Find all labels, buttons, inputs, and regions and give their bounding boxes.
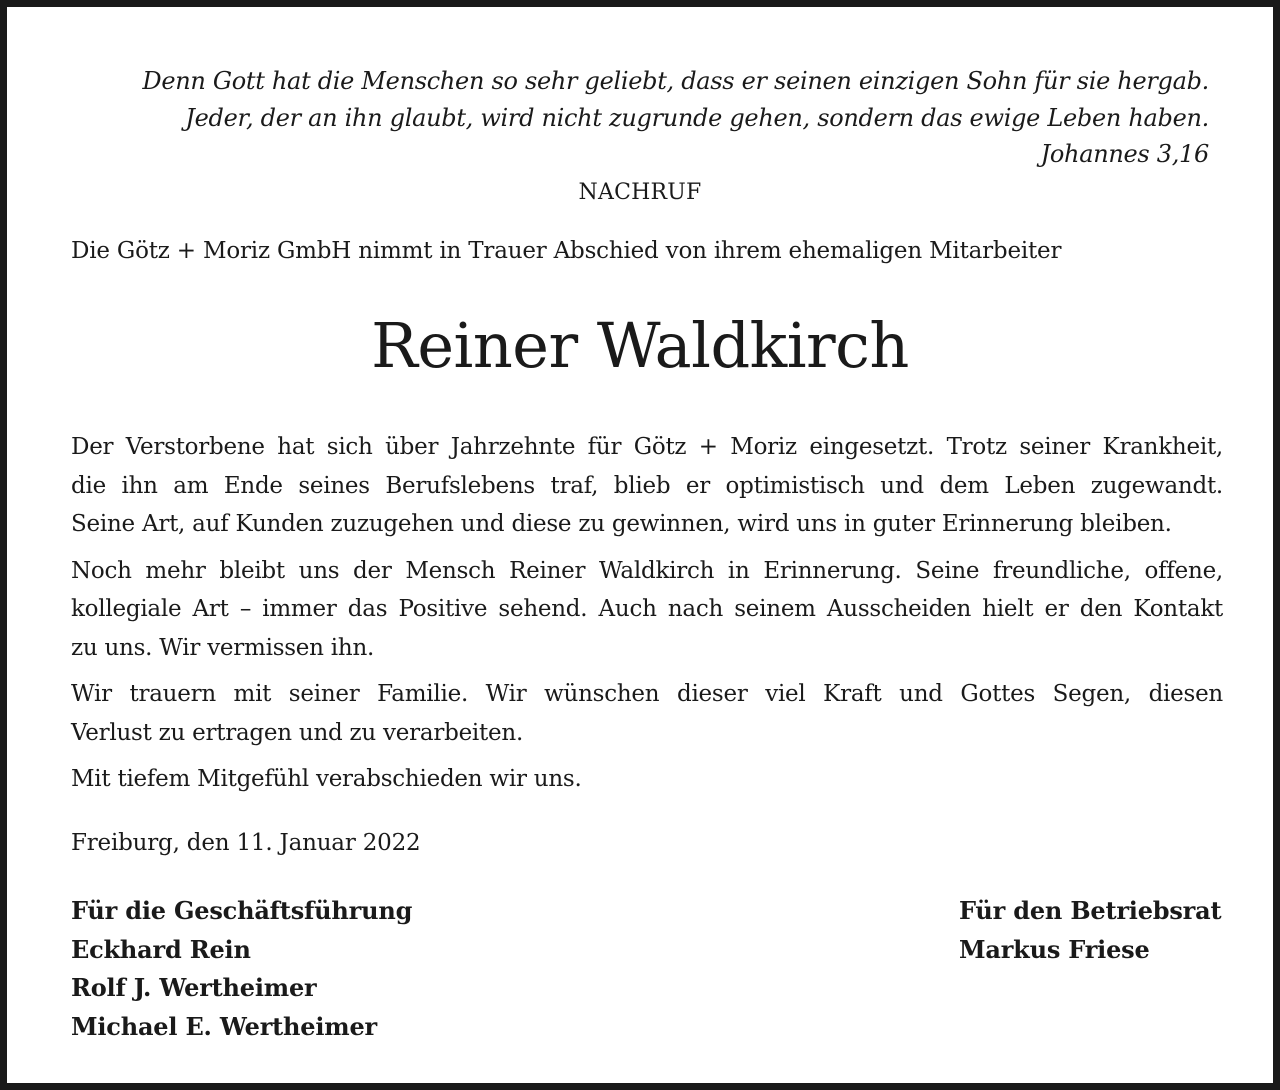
verse-line: Denn Gott hat die Menschen so sehr geliebt, dass er seinen einzigen Sohn für sie hergab. [142, 67, 1209, 95]
signature-name: Michael E. Wertheimer [71, 1011, 377, 1041]
signature-title: Für die Geschäftsführung [71, 896, 413, 925]
paragraph-line: kollegiale Art – immer das Positive sehend. Auch nach seinem Ausscheiden hielt er den Kontakt [71, 596, 1223, 622]
bible-verse [59, 63, 1209, 173]
verse-line: Jeder, der an ihn glaubt, wird nicht zugrunde gehen, sondern das ewige Leben haben. [185, 103, 1209, 132]
paragraph-line: zu uns. Wir vermissen ihn. [71, 634, 375, 661]
notice-heading: NACHRUF [578, 180, 702, 205]
verse-reference: Johannes 3,16 [1040, 140, 1209, 168]
body-paragraph [71, 428, 1223, 544]
paragraph-line: Der Verstorbene hat sich über Jahrzehnte für Götz + Moriz eingesetzt. Trotz seiner Krankheit, [71, 434, 1223, 460]
intro-text: Die Götz + Moriz GmbH nimmt in Trauer Abschied von ihrem ehemaligen Mitarbeiter [71, 238, 1062, 264]
paragraph-line: Noch mehr bleibt uns der Mensch Reiner Waldkirch in Erinnerung. Seine freundliche, offene, [71, 557, 1223, 584]
signature-block-works-council [959, 892, 1221, 969]
notice-body [71, 428, 1223, 807]
signature-name: Markus Friese [959, 934, 1150, 964]
signature-name: Eckhard Rein [71, 934, 251, 964]
body-paragraph [71, 760, 1223, 799]
paragraph-line: Mit tiefem Mitgefühl verabschieden wir uns. [71, 766, 582, 792]
paragraph-line: Verlust zu ertragen und zu verarbeiten. [71, 719, 524, 746]
signature-title: Für den Betriebsrat [959, 896, 1222, 925]
place-date: Freiburg, den 11. Januar 2022 [71, 830, 421, 856]
paragraph-line: Wir trauern mit seiner Familie. Wir wünschen dieser viel Kraft und Gottes Segen, diesen [71, 681, 1223, 707]
signature-block-management [71, 892, 412, 1046]
body-paragraph [71, 675, 1223, 752]
paragraph-line: Seine Art, auf Kunden zuzugehen und diese zu gewinnen, wird uns in guter Erinnerung bleiben. [71, 511, 1172, 537]
paragraph-line: die ihn am Ende seines Berufslebens traf, blieb er optimistisch und dem Leben zugewandt. [71, 472, 1223, 499]
signature-name: Rolf J. Wertheimer [71, 973, 317, 1002]
deceased-name: Reiner Waldkirch [371, 309, 909, 382]
body-paragraph [71, 552, 1223, 668]
